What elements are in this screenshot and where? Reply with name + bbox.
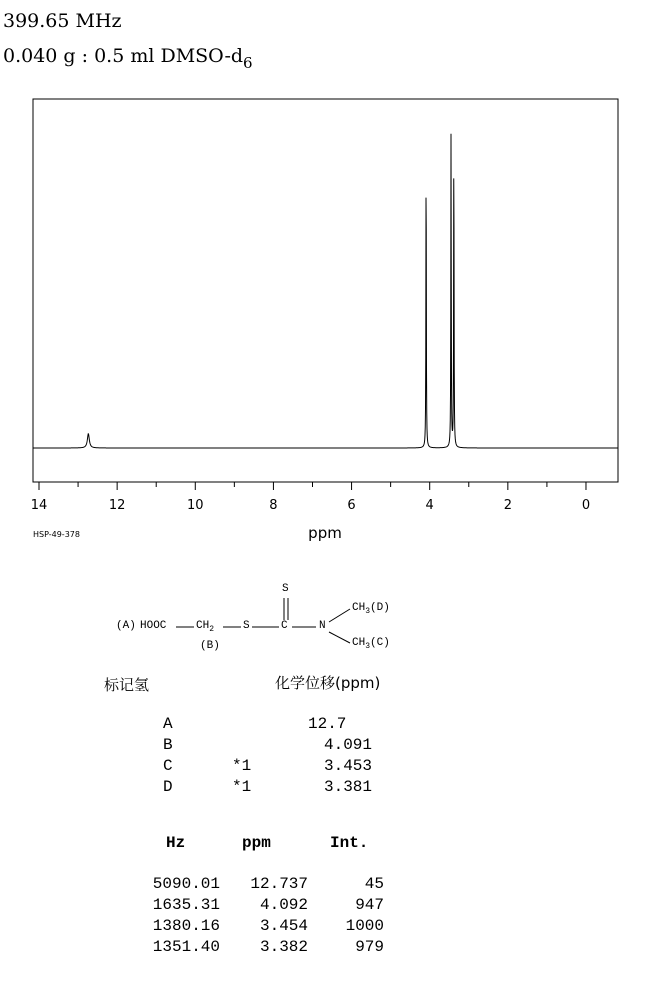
ch3-d-subscript: 3 — [365, 607, 371, 617]
x-axis-ticks — [39, 482, 586, 490]
x-tick-label: 6 — [347, 498, 356, 513]
peak-int: 979 — [355, 938, 384, 956]
label-d: (D) — [370, 602, 390, 614]
hooc-group: HOOC — [140, 620, 167, 632]
ch2-text: CH — [196, 620, 210, 632]
assignment-note: *1 — [232, 757, 252, 775]
label-c: (C) — [370, 637, 390, 649]
assignment-shift: 4.091 — [323, 736, 372, 754]
label-a: (A) — [116, 620, 136, 632]
assignment-label: C — [163, 757, 173, 775]
spectrum-code: HSP-49-378 — [33, 530, 80, 539]
peak-ppm: 4.092 — [259, 896, 308, 914]
assignment-label: A — [163, 715, 173, 733]
x-tick-label: 0 — [581, 498, 591, 513]
x-axis-tick-labels — [31, 498, 590, 513]
thione-sulfur: S — [282, 583, 289, 595]
peak-hz: 1351.40 — [152, 938, 220, 956]
x-axis-label: ppm — [308, 524, 342, 542]
ch3-group-d — [352, 602, 390, 616]
assignment-label: D — [163, 778, 173, 796]
x-tick-label: 10 — [187, 498, 204, 513]
assignment-shift: 3.453 — [323, 757, 372, 775]
peak-int: 947 — [355, 896, 384, 914]
ch3-d-text: CH — [352, 602, 366, 614]
x-tick-label: 8 — [269, 498, 278, 513]
spectrum-trace — [33, 134, 618, 448]
nitrogen-atom: N — [319, 620, 326, 632]
ch3-c-text: CH — [352, 637, 366, 649]
peak-hz: 5090.01 — [152, 875, 220, 893]
peak-hz: 1380.16 — [152, 917, 220, 935]
assignment-shift: 12.7 — [308, 715, 347, 733]
carbon-atom: C — [281, 620, 288, 632]
peak-header-int: Int. — [330, 834, 369, 852]
spectrometer-frequency: 399.65 MHz — [3, 10, 122, 32]
peak-header-ppm: ppm — [242, 834, 271, 852]
ch3-c-subscript: 3 — [365, 642, 371, 652]
peak-header-hz: Hz — [166, 834, 186, 852]
peak-hz: 1635.31 — [152, 896, 220, 914]
peak-ppm: 3.454 — [259, 917, 308, 935]
label-b: (B) — [200, 640, 220, 652]
x-tick-label: 14 — [30, 498, 48, 513]
assignment-label: B — [163, 736, 173, 754]
plot-frame — [33, 99, 618, 482]
x-tick-label: 2 — [503, 498, 512, 513]
assignment-header-label: 标记氢 — [104, 676, 150, 694]
sample-subscript: 6 — [243, 54, 253, 72]
peak-ppm: 3.382 — [259, 938, 308, 956]
ch3-group-c — [352, 637, 390, 651]
assignment-shift: 3.381 — [323, 778, 372, 796]
x-tick-label: 12 — [108, 498, 126, 513]
x-tick-label: 4 — [425, 498, 434, 513]
peak-ppm: 12.737 — [250, 875, 308, 893]
assignment-note: *1 — [232, 778, 252, 796]
ch2-group — [196, 620, 214, 634]
peak-int: 1000 — [345, 917, 384, 935]
peak-int: 45 — [364, 875, 384, 893]
assignment-header-shift: 化学位移(ppm) — [275, 674, 381, 692]
ch2-subscript: 2 — [209, 625, 215, 635]
sample-text: 0.040 g : 0.5 ml DMSO-d — [3, 45, 244, 67]
sulfur-atom: S — [243, 620, 250, 632]
